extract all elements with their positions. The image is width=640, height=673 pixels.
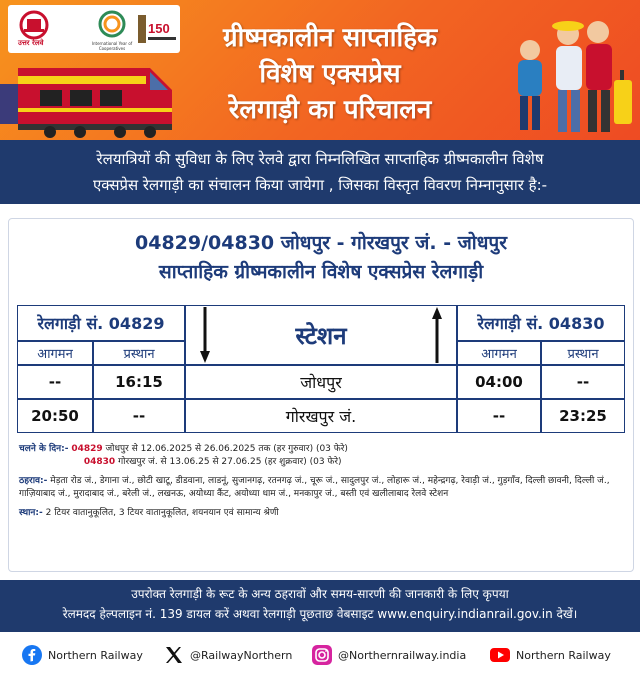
- locomotive-illustration-icon: [0, 46, 180, 140]
- train-title: [9, 229, 633, 287]
- coach-label: स्थान:-: [19, 508, 43, 518]
- enquiry-line-2: रेलमदद हेल्पलाइन नं. 139 डायल करें अथवा रेलगाड़ी पूछताछ वेबसाइट www.enquiry.indianrail.gov.in देखें।: [62, 607, 578, 621]
- right-train-number: रेलगाड़ी सं. 04830: [457, 305, 625, 341]
- table-cell: 04:00: [457, 365, 541, 399]
- intro-line-1: रेलयात्रियों की सुविधा के लिए रेलवे द्वारा निम्नलिखित साप्ताहिक ग्रीष्मकालीन विशेष: [96, 150, 544, 168]
- train-details-card: [8, 218, 634, 572]
- travelling-family-illustration-icon: [490, 10, 635, 138]
- intro-line-2: एक्सप्रेस रेलगाड़ी का संचालन किया जायेगा , जिसका विस्तृत विवरण निम्नानुसार है:-: [92, 176, 548, 194]
- coach-list: 2 टियर वातानुकूलित, 3 टियर वातानुकूलित, शयनयान एवं सामान्य श्रेणी: [45, 508, 279, 518]
- train-title-line-1: 04829/04830 जोधपुर - गोरखपुर जं. - जोधपुर: [135, 232, 507, 254]
- running-days-04829: जोधपुर से 12.06.2025 से 26.06.2025 तक (हर गुरुवार) (03 फेरे): [105, 444, 348, 454]
- table-cell: 20:50: [17, 399, 93, 433]
- running-days: [19, 443, 619, 469]
- station-cell: गोरखपुर जं.: [185, 399, 457, 433]
- facebook-link[interactable]: [22, 644, 143, 666]
- 150-years-logo-icon: [136, 9, 178, 49]
- left-departure-header: प्रस्थान: [93, 341, 185, 365]
- enquiry-line-1: उपरोक्त रेलगाड़ी के रूट के अन्य ठहरावों और समय-सारणी की जानकारी के लिए कृपया: [131, 587, 509, 601]
- facebook-icon: [22, 645, 42, 665]
- table-cell: --: [541, 365, 625, 399]
- youtube-handle: Northern Railway: [516, 648, 611, 662]
- title-line-1: ग्रीष्मकालीन साप्ताहिक: [222, 23, 438, 53]
- enquiry-band: [0, 580, 640, 632]
- logo-caption: उत्तर रेलवे: [18, 39, 44, 47]
- table-cell: --: [17, 365, 93, 399]
- halts-list: मेड़ता रोड जं., डेगाना जं., छोटी खाटू, डीडवाना, लाडनूं, सुजानगढ़, रतनगढ़ जं., चूरू जं., सादुलपुर जं., लोहारू जं., महेन्द्रगढ़, रेवाड़ी जं., गुड़गाँव, दिल्ली छावनी, दिल्ली जं., गाज़ियाबाद जं., मुरादाबाद जं., बरेली जं., लखनऊ, अयोध्या कैंट, अयोध्या धाम जं., मनकापुर जं., बस्ती एवं खलीलाबाद रेलवे स्टेशन: [19, 476, 610, 499]
- train-details: [19, 443, 619, 526]
- x-handle: @RailwayNorthern: [190, 648, 293, 662]
- right-departure-header: प्रस्थान: [541, 341, 625, 365]
- train-title-line-2: साप्ताहिक ग्रीष्मकालीन विशेष एक्सप्रेस रेलगाड़ी: [158, 261, 484, 283]
- station-cell: जोधपुर: [185, 365, 457, 399]
- svg-text:150: 150: [148, 21, 170, 36]
- instagram-handle: @Northernrailway.india: [338, 648, 467, 662]
- arrow-down-icon: [200, 307, 210, 363]
- table-cell: 23:25: [541, 399, 625, 433]
- table-cell: 16:15: [93, 365, 185, 399]
- halts: [19, 475, 619, 501]
- social-bar: [0, 636, 640, 673]
- instagram-link[interactable]: [312, 644, 466, 666]
- running-days-label: चलने के दिन:-: [19, 444, 69, 454]
- table-cell: --: [457, 399, 541, 433]
- left-arrival-header: आगमन: [17, 341, 93, 365]
- youtube-link[interactable]: [490, 644, 611, 666]
- youtube-icon: [490, 645, 510, 665]
- title-line-2: विशेष एक्सप्रेस: [259, 59, 401, 89]
- header-banner: [0, 0, 640, 140]
- x-logo-icon: [164, 645, 184, 665]
- train-no-04830: 04830: [83, 457, 116, 467]
- station-header: स्टेशन: [185, 305, 457, 365]
- arrow-up-icon: [432, 307, 442, 363]
- left-train-number: रेलगाड़ी सं. 04829: [17, 305, 185, 341]
- table-cell: --: [93, 399, 185, 433]
- title-line-3: रेलगाड़ी का परिचालन: [228, 95, 432, 125]
- header-title: [185, 20, 475, 128]
- running-days-04830: गोरखपुर जं. से 13.06.25 से 27.06.25 (हर शुक्रवार) (03 फेरे): [118, 457, 342, 467]
- x-link[interactable]: [164, 644, 292, 666]
- timetable: [17, 305, 625, 433]
- right-arrival-header: आगमन: [457, 341, 541, 365]
- instagram-icon: [312, 645, 332, 665]
- train-no-04829: 04829: [71, 444, 103, 454]
- coach-composition: [19, 507, 619, 520]
- facebook-handle: Northern Railway: [48, 648, 143, 662]
- cooperatives-caption: International Year of Cooperatives: [91, 41, 133, 51]
- intro-band: [0, 140, 640, 204]
- halts-label: ठहराव:-: [19, 476, 48, 486]
